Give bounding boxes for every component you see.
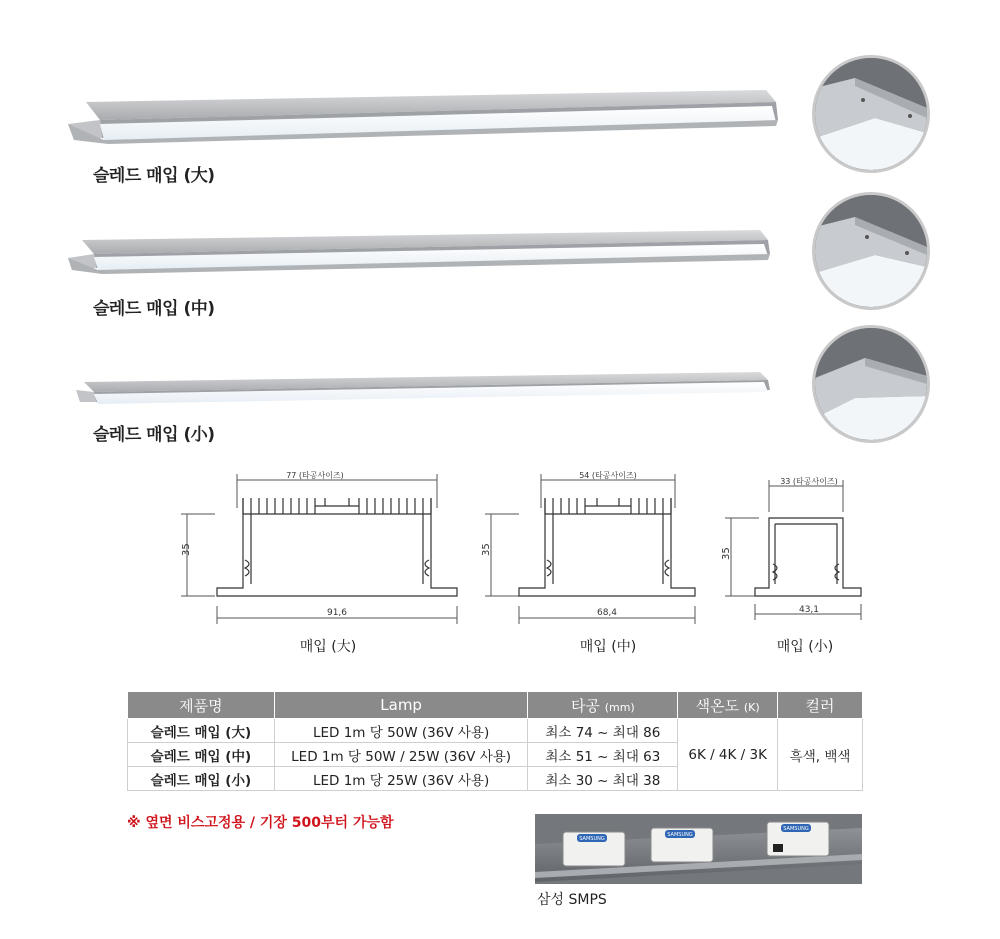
detail-photo-medium bbox=[812, 192, 930, 310]
product-bar-large bbox=[60, 88, 790, 150]
row-hole: 최소 51 ~ 최대 63 bbox=[528, 743, 678, 767]
diagram-caption-large: 매입 (大) bbox=[299, 639, 357, 655]
product-label-small: 슬레드 매입 (小) bbox=[93, 425, 215, 445]
smps-caption: 삼성 SMPS bbox=[537, 892, 607, 908]
row-lamp: LED 1m 당 50W / 25W (36V 사용) bbox=[274, 743, 528, 767]
header-hole: 타공 (mm) bbox=[528, 692, 678, 719]
section-diagram-large bbox=[175, 468, 475, 628]
table-row bbox=[128, 719, 863, 743]
dim-height-large: 35 bbox=[181, 543, 192, 556]
row-hole: 최소 30 ~ 최대 38 bbox=[528, 767, 678, 791]
header-color: 컬러 bbox=[778, 692, 863, 719]
detail-photo-large bbox=[812, 55, 930, 173]
dim-bottom-medium: 68,4 bbox=[596, 608, 618, 618]
header-name: 제품명 bbox=[128, 692, 275, 719]
row-name: 슬레드 매입 (中) bbox=[128, 743, 275, 767]
smps-brand-1: SAMSUNG bbox=[579, 836, 605, 842]
temp-value: 6K / 4K / 3K bbox=[678, 719, 778, 791]
product-label-large: 슬레드 매입 (大) bbox=[93, 166, 215, 186]
row-hole: 최소 74 ~ 최대 86 bbox=[528, 719, 678, 743]
row-name: 슬레드 매입 (小) bbox=[128, 767, 275, 791]
header-lamp: Lamp bbox=[274, 692, 528, 719]
row-lamp: LED 1m 당 50W (36V 사용) bbox=[274, 719, 528, 743]
section-diagram-small bbox=[715, 468, 875, 628]
section-diagram-medium bbox=[475, 468, 715, 628]
dim-top-medium: 54 (타공사이즈) bbox=[579, 471, 637, 480]
spec-table-header bbox=[128, 692, 863, 719]
product-bar-small bbox=[70, 368, 780, 412]
smps-brand-3: SAMSUNG bbox=[783, 826, 809, 832]
color-value: 흑색, 백색 bbox=[778, 719, 863, 791]
dim-bottom-small: 43,1 bbox=[798, 605, 820, 615]
dim-height-medium: 35 bbox=[481, 543, 492, 556]
product-bar-medium bbox=[60, 226, 780, 282]
product-label-medium: 슬레드 매입 (中) bbox=[93, 299, 215, 319]
header-temp: 색온도 (K) bbox=[678, 692, 778, 719]
smps-photo bbox=[535, 814, 862, 884]
install-note: ※ 옆면 비스고정용 / 기장 500부터 가능함 bbox=[127, 815, 394, 831]
row-lamp: LED 1m 당 25W (36V 사용) bbox=[274, 767, 528, 791]
row-name: 슬레드 매입 (大) bbox=[128, 719, 275, 743]
diagram-caption-medium: 매입 (中) bbox=[579, 639, 637, 655]
dim-bottom-large: 91,6 bbox=[326, 608, 348, 618]
diagram-caption-small: 매입 (小) bbox=[776, 639, 834, 655]
dim-height-small: 35 bbox=[721, 547, 732, 560]
dim-top-large: 77 (타공사이즈) bbox=[286, 471, 344, 480]
detail-photo-small bbox=[812, 325, 930, 443]
smps-brand-2: SAMSUNG bbox=[667, 832, 693, 838]
dim-top-small: 33 (타공사이즈) bbox=[780, 477, 838, 486]
spec-table bbox=[127, 691, 863, 791]
